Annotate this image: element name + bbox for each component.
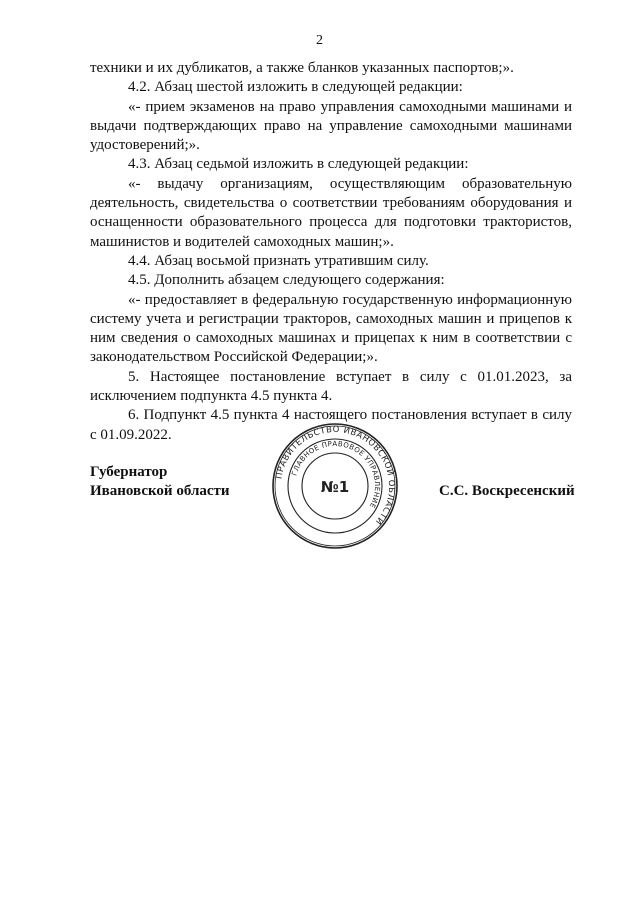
paragraph-4-3-quote: «- выдачу организациям, осуществляющим образовательную деятельность, свидетельства о соответствии требованиям оборудования и оснащенности образовательного процесса для подготовки трактористов, машинистов и водителей самоходных машин;». [90, 175, 572, 250]
page-number: 2 [316, 33, 323, 48]
paragraph-4-3: 4.3. Абзац седьмой изложить в следующей редакции: [128, 156, 469, 173]
seal-number: №1 [320, 478, 350, 496]
signatory-position [90, 463, 230, 501]
paragraph-4-2-quote: «- прием экзаменов на право управления самоходными машинами и выдачи подтверждающих право на управление самоходными машинами удостоверений;». [90, 98, 572, 154]
paragraph-5: 5. Настоящее постановление вступает в силу с 01.01.2023, за исключением подпункта 4.5 пункта 4. [90, 368, 572, 405]
official-seal [271, 422, 399, 550]
document-body [90, 59, 572, 445]
paragraph-4-5: 4.5. Дополнить абзацем следующего содержания: [128, 272, 445, 289]
seal-inner-text: ГЛАВНОЕ ПРАВОВОЕ УПРАВЛЕНИЕ [290, 439, 382, 510]
signatory-position-line1: Губернатор [90, 464, 168, 480]
paragraph-continuation: техники и их дубликатов, а также бланков указанных паспортов;». [90, 60, 514, 76]
paragraph-4-2: 4.2. Абзац шестой изложить в следующей редакции: [128, 79, 463, 96]
seal-outer-text: ПРАВИТЕЛЬСТВО ИВАНОВСКОЙ ОБЛАСТИ [273, 423, 398, 528]
signatory-name: С.С. Воскресенский [439, 483, 575, 499]
paragraph-4-5-quote: «- предоставляет в федеральную государственную информационную систему учета и регистрации тракторов, самоходных машин и прицепов к ним сведения о самоходных машинах и прицепах к ним в соответствии с законодательством Российской Федерации;». [90, 291, 572, 366]
paragraph-4-4: 4.4. Абзац восьмой признать утратившим силу. [128, 252, 429, 269]
signatory-position-line2: Ивановской области [90, 483, 230, 499]
paragraph-6: 6. Подпункт 4.5 пункта 4 настоящего постановления вступает в силу с 01.09.2022. [90, 407, 572, 443]
